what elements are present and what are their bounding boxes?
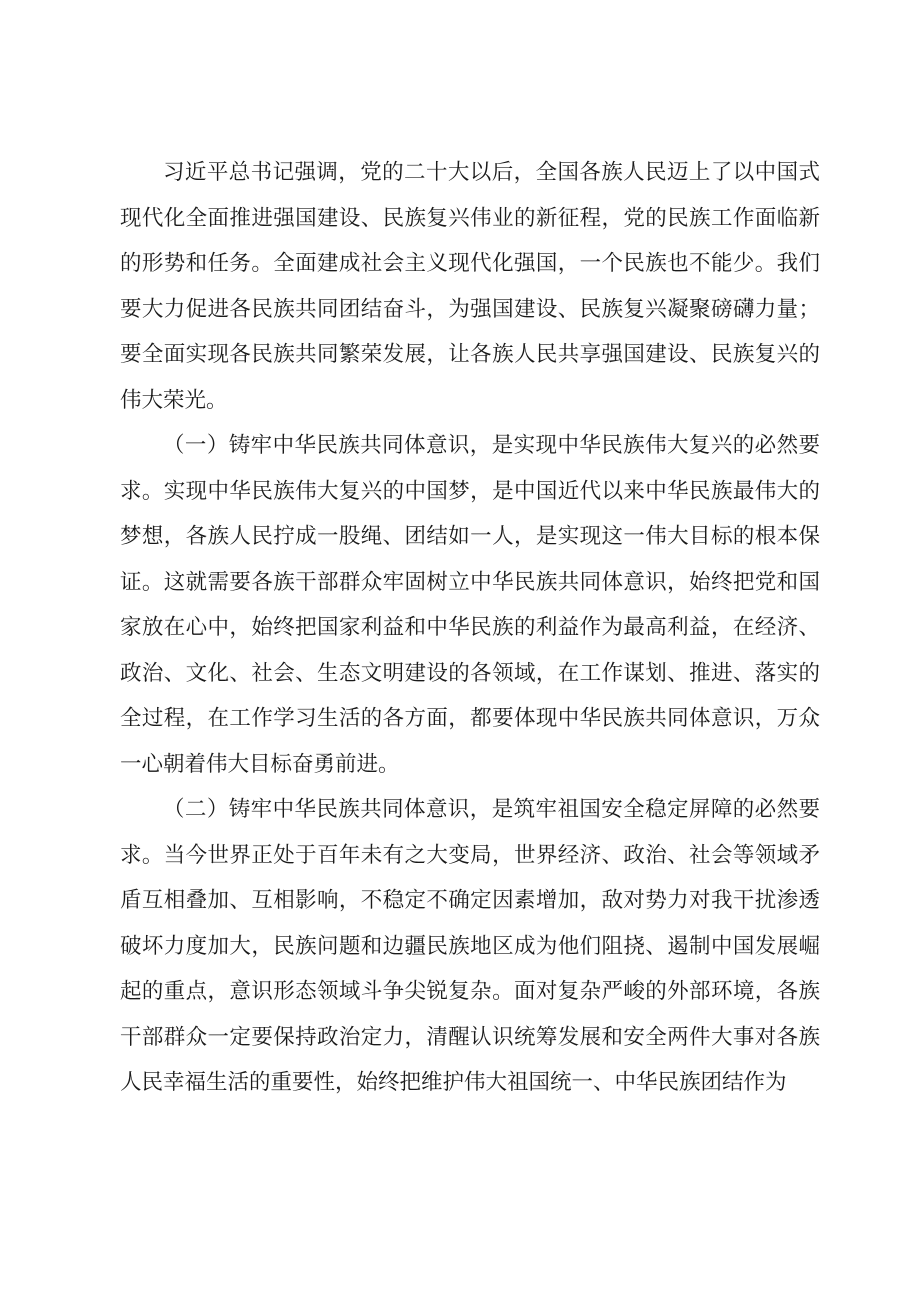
paragraph-intro: 习近平总书记强调，党的二十大以后，全国各族人民迈上了以中国式现代化全面推进强国建设、民族复兴伟业的新征程，党的民族工作面临新的形势和任务。全面建成社会主义现代化强国，一个民族也不能少。我们要大力促进各民族共同团结奋斗，为强国建设、民族复兴凝聚磅礴力量；要全面实现各民族共同繁荣发展，让各族人民共享强国建设、民族复兴的伟大荣光。 [120, 160, 820, 413]
paragraph-section-2: （二）铸牢中华民族共同体意识，是筑牢祖国安全稳定屏障的必然要求。当今世界正处于百年未有之大变局，世界经济、政治、社会等领域矛盾互相叠加、互相影响，不稳定不确定因素增加，敌对势力对我干扰渗透破坏力度加大，民族问题和边疆民族地区成为他们阻挠、遏制中国发展崛起的重点，意识形态领域斗争尖锐复杂。面对复杂严峻的外部环境，各族干部群众一定要保持政治定力，清醒认识统筹发展和安全两件大事对各族人民幸福生活的重要性，始终把维护伟大祖国统一、中华民族团结作为 [120, 797, 820, 1095]
document-body [120, 150, 820, 1106]
paragraph-section-1: （一）铸牢中华民族共同体意识，是实现中华民族伟大复兴的必然要求。实现中华民族伟大复兴的中国梦，是中国近代以来中华民族最伟大的梦想，各族人民拧成一股绳、团结如一人，是实现这一伟大目标的根本保证。这就需要各族干部群众牢固树立中华民族共同体意识，始终把党和国家放在心中，始终把国家利益和中华民族的利益作为最高利益，在经济、政治、文化、社会、生态文明建设的各领域，在工作谋划、推进、落实的全过程，在工作学习生活的各方面，都要体现中华民族共同体意识，万众一心朝着伟大目标奋勇前进。 [120, 433, 820, 777]
